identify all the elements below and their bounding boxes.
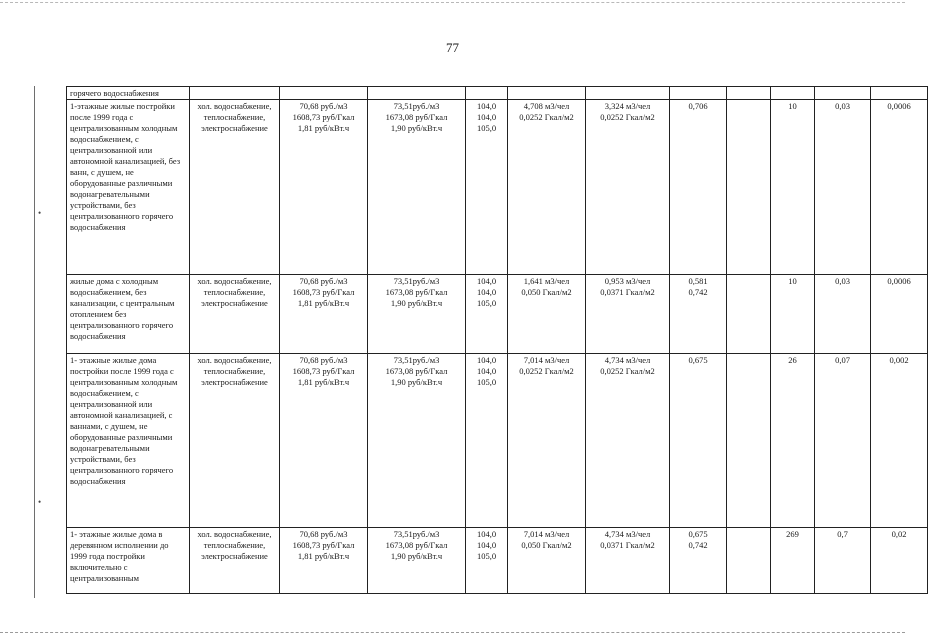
cell-line: электроснабжение	[201, 123, 268, 133]
cell-line: 3,324 м3/чел	[604, 101, 651, 111]
cell-tariff-1	[280, 275, 368, 354]
cell-line: 1,90 руб/кВт.ч	[390, 377, 443, 387]
cell-norm-2	[586, 275, 670, 354]
cell-line: 105,0	[476, 377, 497, 387]
cell-col-12: 0,0006	[871, 100, 928, 275]
cell-line: 105,0	[476, 123, 497, 133]
cell-line: 1,81 руб/кВт.ч	[297, 377, 350, 387]
cell-coef	[670, 100, 727, 275]
cell-norm-2	[586, 528, 670, 594]
cell-col-9	[727, 354, 771, 528]
cell-services	[190, 275, 280, 354]
binding-rule	[34, 86, 35, 598]
cell-line: 0,742	[688, 287, 708, 297]
table-row	[67, 528, 928, 594]
cell-line: 1673,08 руб/Гкал	[385, 112, 448, 122]
cell-col-11: 0,7	[815, 528, 871, 594]
cell-line: 104,0	[476, 101, 497, 111]
cell-line: 0,742	[688, 540, 708, 550]
cell-line: 0,0371 Гкал/м2	[600, 540, 655, 550]
cell-norm-1	[508, 354, 586, 528]
page-number: 77	[446, 40, 459, 55]
cell-line: 104,0	[476, 287, 497, 297]
cell-col-11: 0,07	[815, 354, 871, 528]
cell-line: 1,90 руб/кВт.ч	[390, 551, 443, 561]
cell-line: 73,51руб./м3	[393, 355, 440, 365]
cell-line: 1608,73 руб/Гкал	[292, 287, 355, 297]
cell-line: 70,68 руб./м3	[299, 101, 348, 111]
table-row	[67, 354, 928, 528]
cell-line: 104,0	[476, 366, 497, 376]
cell-tariff-1	[280, 528, 368, 594]
cell-description: горячего водоснабжения	[67, 87, 190, 100]
table-row	[67, 100, 928, 275]
cell-line: 1,81 руб/кВт.ч	[297, 551, 350, 561]
cell-line: электроснабжение	[201, 551, 268, 561]
cell-line: 0,675	[688, 355, 708, 365]
cell-line: 1608,73 руб/Гкал	[292, 112, 355, 122]
cell-line: электроснабжение	[201, 298, 268, 308]
cell-line: теплоснабжение,	[203, 540, 266, 550]
cell-line: 1608,73 руб/Гкал	[292, 540, 355, 550]
cell-line: 4,708 м3/чел	[523, 101, 570, 111]
cell-line: 104,0	[476, 355, 497, 365]
scan-mark: •	[38, 208, 42, 218]
table-row	[67, 275, 928, 354]
cell-line: 104,0	[476, 112, 497, 122]
cell-coef	[670, 275, 727, 354]
cell-norm-1	[508, 528, 586, 594]
cell-line: 70,68 руб./м3	[299, 355, 348, 365]
cell-description: 1-этажные жилые постройки после 1999 года с централизованным холодным водоснабжением, с централизованной или автономной канализацией, без ванн, с душем, не оборудованные различными водонагревательными устройствами, без централизованного горячего водоснабжения	[67, 100, 190, 275]
cell-line: 0,050 Гкал/м2	[521, 540, 572, 550]
cell-description: 1- этажные жилые дома постройки после 1999 года с централизованным холодным водоснабжением, с централизованной или автономной канализацией, с ваннами, с душем, не оборудованные различными водонагревательными устройствами, без централизованного горячего водоснабжения	[67, 354, 190, 528]
cell-norm-2	[586, 100, 670, 275]
cell-line: 104,0	[476, 529, 497, 539]
cell-line: хол. водоснабжение,	[197, 529, 272, 539]
cell-line: хол. водоснабжение,	[197, 276, 272, 286]
cell-tariff-2	[368, 354, 466, 528]
cell-line: 1,90 руб/кВт.ч	[390, 298, 443, 308]
cell-col-11: 0,03	[815, 275, 871, 354]
cell-line: 1673,08 руб/Гкал	[385, 366, 448, 376]
cell-line: 0,706	[688, 101, 708, 111]
cell-empty	[280, 87, 368, 100]
cell-index	[466, 275, 508, 354]
cell-line: 0,675	[688, 529, 708, 539]
cell-line: 70,68 руб./м3	[299, 276, 348, 286]
cell-index	[466, 100, 508, 275]
cell-services	[190, 528, 280, 594]
cell-empty	[871, 87, 928, 100]
cell-empty	[368, 87, 466, 100]
cell-line: 4,734 м3/чел	[604, 355, 651, 365]
cell-line: теплоснабжение,	[203, 112, 266, 122]
cell-line: 7,014 м3/чел	[523, 355, 570, 365]
cell-norm-2	[586, 354, 670, 528]
cell-empty	[508, 87, 586, 100]
cell-line: 0,050 Гкал/м2	[521, 287, 572, 297]
cell-line: 0,0252 Гкал/м2	[600, 366, 655, 376]
cell-line: 0,0371 Гкал/м2	[600, 287, 655, 297]
cell-col-9	[727, 528, 771, 594]
cell-coef	[670, 528, 727, 594]
cell-line: теплоснабжение,	[203, 366, 266, 376]
cell-line: 104,0	[476, 540, 497, 550]
cell-norm-1	[508, 100, 586, 275]
cell-col-12: 0,02	[871, 528, 928, 594]
cell-line: 7,014 м3/чел	[523, 529, 570, 539]
cell-line: теплоснабжение,	[203, 287, 266, 297]
tariff-table	[66, 86, 928, 594]
cell-line: хол. водоснабжение,	[197, 101, 272, 111]
scan-top-edge	[0, 2, 905, 3]
cell-empty	[586, 87, 670, 100]
scan-mark: •	[38, 497, 42, 507]
cell-line: 1673,08 руб/Гкал	[385, 287, 448, 297]
cell-col-10: 10	[771, 100, 815, 275]
cell-line: 4,734 м3/чел	[604, 529, 651, 539]
cell-coef	[670, 354, 727, 528]
cell-empty	[466, 87, 508, 100]
cell-empty	[771, 87, 815, 100]
cell-line: 105,0	[476, 551, 497, 561]
cell-line: 73,51руб./м3	[393, 276, 440, 286]
cell-line: 73,51руб./м3	[393, 101, 440, 111]
cell-index	[466, 354, 508, 528]
cell-line: 1608,73 руб/Гкал	[292, 366, 355, 376]
cell-tariff-2	[368, 100, 466, 275]
cell-line: 0,0252 Гкал/м2	[519, 112, 574, 122]
cell-empty	[190, 87, 280, 100]
cell-description: 1- этажные жилые дома в деревянном исполнении до 1999 года постройки включительно с централизованным	[67, 528, 190, 594]
cell-line: 0,0252 Гкал/м2	[600, 112, 655, 122]
cell-line: 1673,08 руб/Гкал	[385, 540, 448, 550]
cell-empty	[815, 87, 871, 100]
cell-services	[190, 354, 280, 528]
cell-line: 70,68 руб./м3	[299, 529, 348, 539]
cell-tariff-2	[368, 275, 466, 354]
scan-bottom-edge	[0, 632, 905, 633]
cell-index	[466, 528, 508, 594]
cell-line: 104,0	[476, 276, 497, 286]
cell-line: 0,0252 Гкал/м2	[519, 366, 574, 376]
cell-line: 0,953 м3/чел	[604, 276, 651, 286]
cell-line: 1,641 м3/чел	[523, 276, 570, 286]
cell-norm-1	[508, 275, 586, 354]
cell-col-9	[727, 100, 771, 275]
cell-col-12: 0,002	[871, 354, 928, 528]
cell-tariff-1	[280, 100, 368, 275]
cell-line: 73,51руб./м3	[393, 529, 440, 539]
cell-col-10: 269	[771, 528, 815, 594]
cell-tariff-1	[280, 354, 368, 528]
cell-col-10: 10	[771, 275, 815, 354]
cell-services	[190, 100, 280, 275]
cell-line: хол. водоснабжение,	[197, 355, 272, 365]
cell-tariff-2	[368, 528, 466, 594]
cell-line: 105,0	[476, 298, 497, 308]
cell-col-11: 0,03	[815, 100, 871, 275]
cell-line: 0,581	[688, 276, 708, 286]
cell-line: 1,81 руб/кВт.ч	[297, 123, 350, 133]
cell-col-10: 26	[771, 354, 815, 528]
cell-line: 1,81 руб/кВт.ч	[297, 298, 350, 308]
cell-empty	[670, 87, 727, 100]
cell-description: жилые дома с холодным водоснабжением, без канализации, с центральным отоплением без централизованного горячего водоснабжения	[67, 275, 190, 354]
cell-line: 1,90 руб/кВт.ч	[390, 123, 443, 133]
cell-line: электроснабжение	[201, 377, 268, 387]
cell-empty	[727, 87, 771, 100]
table-row-continuation	[67, 87, 928, 100]
cell-col-12: 0,0006	[871, 275, 928, 354]
cell-col-9	[727, 275, 771, 354]
